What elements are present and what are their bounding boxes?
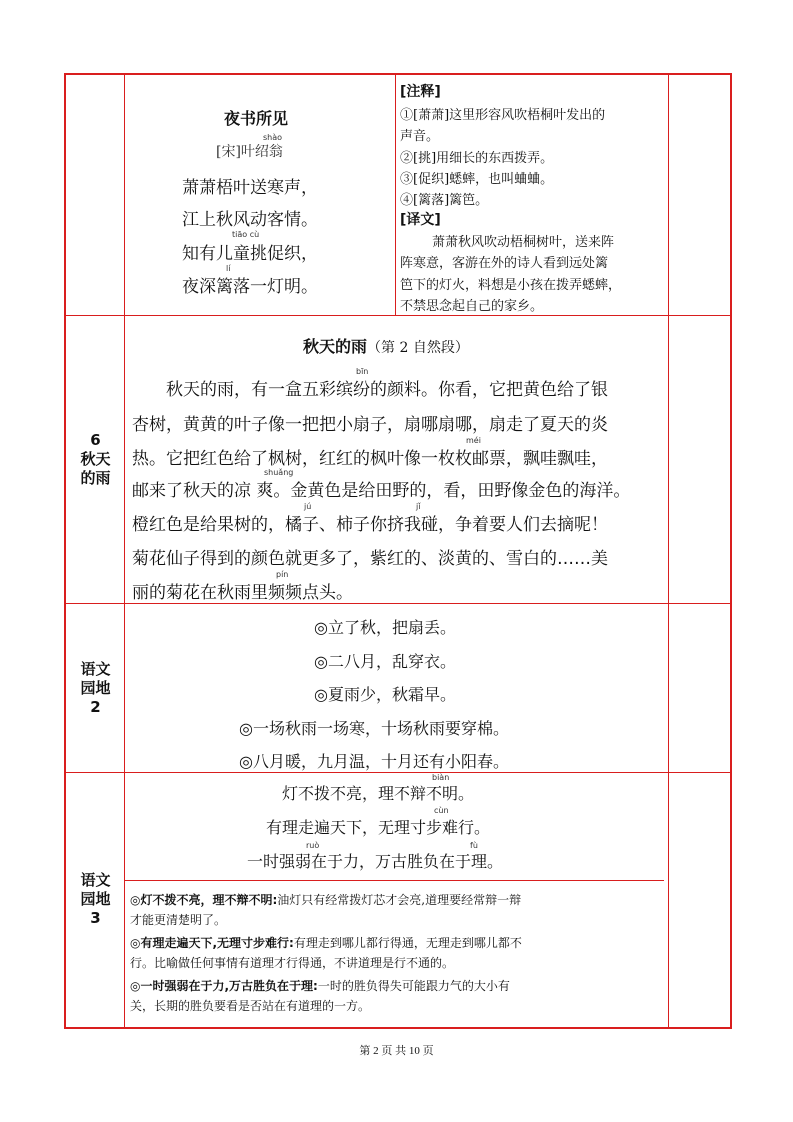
explanation-1-text: 油灯只有经常拨灯芯才会亮,道理要经常辩一辩 xyxy=(277,893,522,907)
note-3: ③[促织]蟋蟀，也叫蛐蛐。 xyxy=(400,172,554,187)
section-yw2-label-line-2: 园地 xyxy=(80,679,111,697)
section-yw3-number: 3 xyxy=(90,909,101,927)
explanation-1-cont: 才能更清楚明了。 xyxy=(130,913,227,927)
pinyin-ruo: ruò xyxy=(306,841,320,850)
pinyin-fu: fù xyxy=(470,841,478,850)
poem-line-2: 江上秋风动客情。 xyxy=(182,210,318,230)
explanation-1-title: ◎灯不拨不亮，理不辩不明: xyxy=(130,893,278,907)
explanation-2-text: 有理走到哪儿都行得通，无理走到哪儿都不 xyxy=(293,936,522,950)
section-6-line-3: 热。它把红色给了枫树，红红的枫叶像一枚枚邮票，飘哇飘哇， xyxy=(132,449,608,469)
translation-line-2: 阵寒意，客游在外的诗人看到远处篱 xyxy=(400,256,609,271)
section-6-label-line-2: 的雨 xyxy=(80,469,111,487)
section-6-number: 6 xyxy=(90,431,101,449)
translation-line-1: 萧萧秋风吹动梧桐树叶，送来阵 xyxy=(432,235,615,250)
row-divider-4 xyxy=(124,880,664,881)
section-yw3-label-line-1: 语文 xyxy=(80,871,111,889)
explanation-2-title: ◎有理走遍天下,无理寸步难行: xyxy=(130,936,294,950)
proverb-1: ◎立了秋，把扇丢。 xyxy=(314,618,456,637)
section-yw3-label xyxy=(66,871,125,928)
saying-3: 一时强弱在于力，万古胜负在于理。 xyxy=(247,852,504,871)
explanation-3-text: 一时的胜负得失可能跟力气的大小有 xyxy=(317,979,510,993)
poem-author: [宋]叶绍翁 xyxy=(216,144,283,160)
notes-header: [注释] xyxy=(400,84,441,100)
content-table xyxy=(64,73,732,1029)
section-yw2-number: 2 xyxy=(90,698,101,716)
section-6-label xyxy=(66,431,125,488)
note-2: ②[挑]用细长的东西拨弄。 xyxy=(400,151,554,166)
section-6-line-7: 丽的菊花在秋雨里频频点头。 xyxy=(132,583,353,603)
poem-title: 夜书所见 xyxy=(224,109,289,128)
section-6-line-5: 橙红色是给果树的，橘子、柿子你挤我碰，争着要人们去摘呢！ xyxy=(132,515,608,535)
proverb-5: ◎八月暖，九月温，十月还有小阳春。 xyxy=(239,752,509,771)
section-6-line-4: 邮来了秋天的凉 爽。金黄色是给田野的，看，田野像金色的海洋。 xyxy=(132,481,631,501)
pinyin-cun: cùn xyxy=(434,806,449,815)
section-6-heading xyxy=(303,334,469,357)
author-pinyin: shào xyxy=(263,133,283,142)
note-1-cont: 声音。 xyxy=(400,129,440,144)
explanation-3-title: ◎一时强弱在于力,万古胜负在于理: xyxy=(130,979,318,993)
section-yw2-label-line-1: 语文 xyxy=(80,660,111,678)
note-4: ④[篱落]篱笆。 xyxy=(400,193,489,208)
translation-line-3: 笆下的灯火，料想是小孩在拨弄蟋蟀， xyxy=(400,278,622,293)
row-divider-3 xyxy=(66,772,730,773)
section-yw3-label-line-2: 园地 xyxy=(80,890,111,908)
proverb-2: ◎二八月，乱穿衣。 xyxy=(314,652,456,671)
section-6-label-line-1: 秋天 xyxy=(80,450,111,468)
row-divider-1 xyxy=(66,315,730,316)
section-6-line-2: 杏树，黄黄的叶子像一把把小扇子，扇哪扇哪，扇走了夏天的炎 xyxy=(132,415,608,435)
proverb-3: ◎夏雨少，秋霜早。 xyxy=(314,685,456,704)
note-1: ①[萧萧]这里形容风吹梧桐叶发出的 xyxy=(400,108,606,123)
poem-line-3: 知有儿童挑促织， xyxy=(182,244,318,264)
pinyin-shuang: shuǎng xyxy=(264,468,294,477)
explanation-2-cont: 行。比喻做任何事情有道理才行得通，不讲道理是行不通的。 xyxy=(130,956,455,970)
saying-1: 灯不拨不亮，理不辩不明。 xyxy=(282,784,475,803)
section-6-line-1: 秋天的雨，有一盒五彩缤纷的颜料。你看，它把黄色给了银 xyxy=(166,380,608,400)
right-column-divider xyxy=(668,75,669,1027)
explanation-1 xyxy=(130,891,521,908)
page-footer: 第 2 页 共 10 页 xyxy=(359,1045,434,1057)
pinyin-pin: pín xyxy=(276,570,289,579)
proverb-4: ◎一场秋雨一场寒，十场秋雨要穿棉。 xyxy=(239,719,509,738)
section-6-title: 秋天的雨 xyxy=(303,337,368,356)
poem-line-3-pinyin: tiāo cù xyxy=(232,230,260,239)
pinyin-ju: jú xyxy=(304,502,312,511)
pinyin-bin: bīn xyxy=(356,367,369,376)
explanation-2 xyxy=(130,934,522,951)
pinyin-bian: biàn xyxy=(432,773,450,782)
section-6-line-6: 菊花仙子得到的颜色就更多了，紫红的、淡黄的、雪白的……美 xyxy=(132,549,608,569)
section-yw2-label xyxy=(66,660,125,717)
explanation-3-cont: 关，长期的胜负要看是否站在有道理的一方。 xyxy=(130,999,371,1013)
pinyin-mei: méi xyxy=(466,436,481,445)
poem-line-4-pinyin: lí xyxy=(226,264,231,273)
poem-notes-divider xyxy=(395,75,396,315)
explanation-3 xyxy=(130,977,510,994)
translation-header: [译文] xyxy=(400,212,441,228)
poem-line-4: 夜深篱落一灯明。 xyxy=(182,277,318,297)
saying-2: 有理走遍天下，无理寸步难行。 xyxy=(266,818,491,837)
section-6-subtitle: （第 2 自然段） xyxy=(367,340,469,356)
row-divider-2 xyxy=(66,603,730,604)
poem-line-1: 萧萧梧叶送寒声， xyxy=(182,178,318,198)
translation-line-4: 不禁思念起自己的家乡。 xyxy=(400,299,544,314)
pinyin-ji: jǐ xyxy=(416,502,421,511)
